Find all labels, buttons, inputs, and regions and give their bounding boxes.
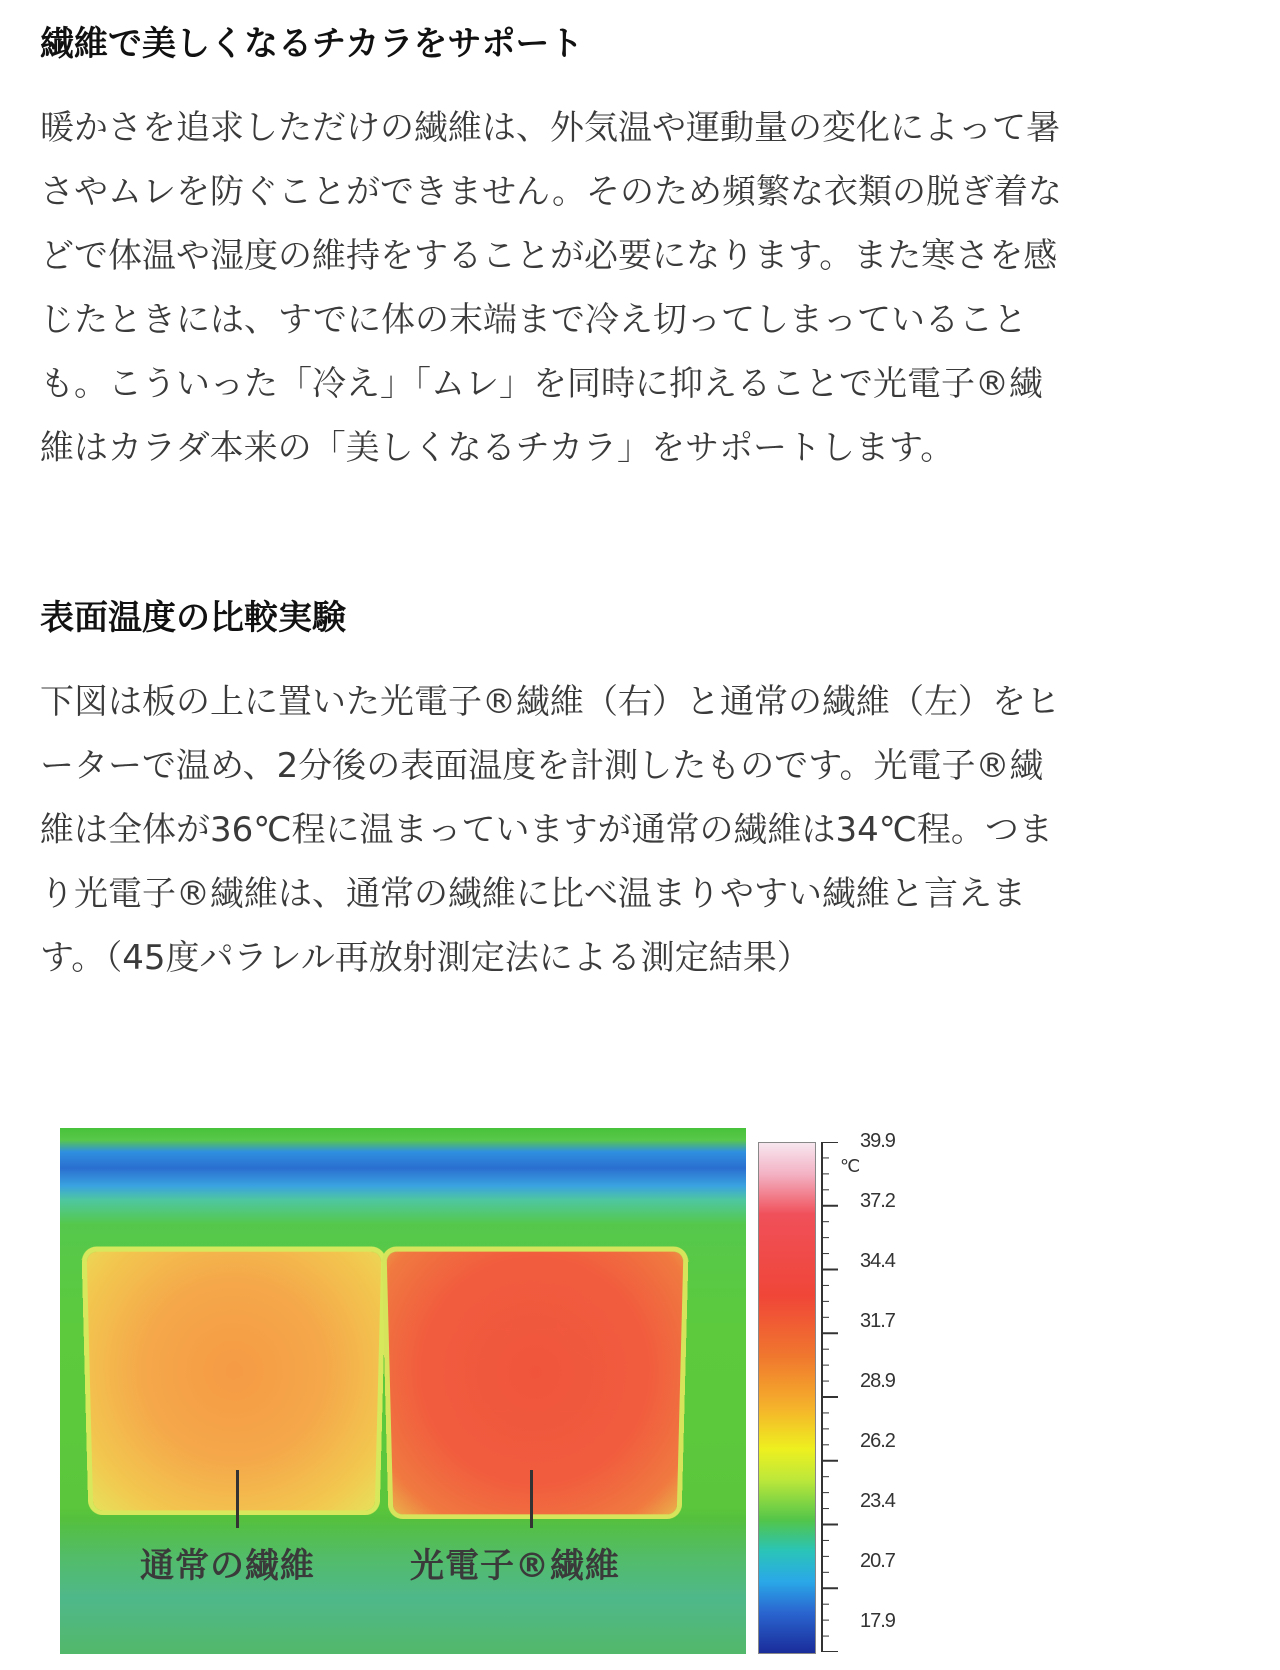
- scale-label: 39.9: [860, 1130, 895, 1152]
- scale-label: 31.7: [860, 1310, 895, 1332]
- temperature-unit: ℃: [840, 1156, 861, 1176]
- kodenshi-fiber-label: 光電子®繊維: [410, 1546, 620, 1586]
- scale-label: 17.9: [860, 1610, 895, 1632]
- thermal-image: [60, 1128, 746, 1654]
- paragraph-line: ーターで温め、2分後の表面温度を計測したものです。光電子®繊: [40, 746, 1044, 786]
- scale-label: 20.7: [860, 1550, 895, 1572]
- kodenshi-fiber-heat-area: [387, 1252, 684, 1515]
- section-heading-support: 繊維で美しくなるチカラをサポート: [40, 24, 584, 64]
- thermal-comparison-figure: [40, 1100, 1040, 1660]
- paragraph-line: す。（45度パラレル再放射測定法による測定結果）: [40, 938, 811, 978]
- scale-label: 28.9: [860, 1370, 895, 1392]
- section-paragraph-support: [40, 96, 1240, 480]
- leader-line: [530, 1470, 533, 1528]
- scale-label: 26.2: [860, 1430, 895, 1452]
- color-scale-labels: [860, 1130, 930, 1670]
- color-scale-ticks: [820, 1142, 840, 1652]
- section-heading-experiment: 表面温度の比較実験: [40, 598, 346, 638]
- paragraph-line: 維は全体が36℃程に温まっていますが通常の繊維は34℃程。つま: [40, 810, 1053, 850]
- normal-fiber-heat-area: [87, 1252, 382, 1511]
- leader-line: [236, 1470, 239, 1528]
- paragraph-line: じたときには、すでに体の末端まで冷え切ってしまっていること: [40, 300, 1028, 340]
- scale-label: 23.4: [860, 1490, 895, 1512]
- paragraph-line: どで体温や湿度の維持をすることが必要になります。また寒さを感: [40, 236, 1058, 276]
- paragraph-line: 維はカラダ本来の「美しくなるチカラ」をサポートします。: [40, 428, 955, 468]
- paragraph-line: さやムレを防ぐことができません。そのため頻繁な衣類の脱ぎ着な: [40, 172, 1063, 212]
- normal-fiber-label: 通常の繊維: [140, 1546, 315, 1586]
- scale-label: 37.2: [860, 1190, 895, 1212]
- paragraph-line: も。こういった「冷え」「ムレ」を同時に抑えることで光電子®繊: [40, 364, 1043, 404]
- temperature-color-scale: [758, 1142, 816, 1654]
- paragraph-line: 下図は板の上に置いた光電子®繊維（右）と通常の繊維（左）をヒ: [40, 682, 1060, 722]
- scale-label: 34.4: [860, 1250, 895, 1272]
- paragraph-line: り光電子®繊維は、通常の繊維に比べ温まりやすい繊維と言えま: [40, 874, 1026, 914]
- paragraph-line: 暖かさを追求しただけの繊維は、外気温や運動量の変化によって暑: [40, 108, 1060, 148]
- section-paragraph-experiment: [40, 670, 1240, 990]
